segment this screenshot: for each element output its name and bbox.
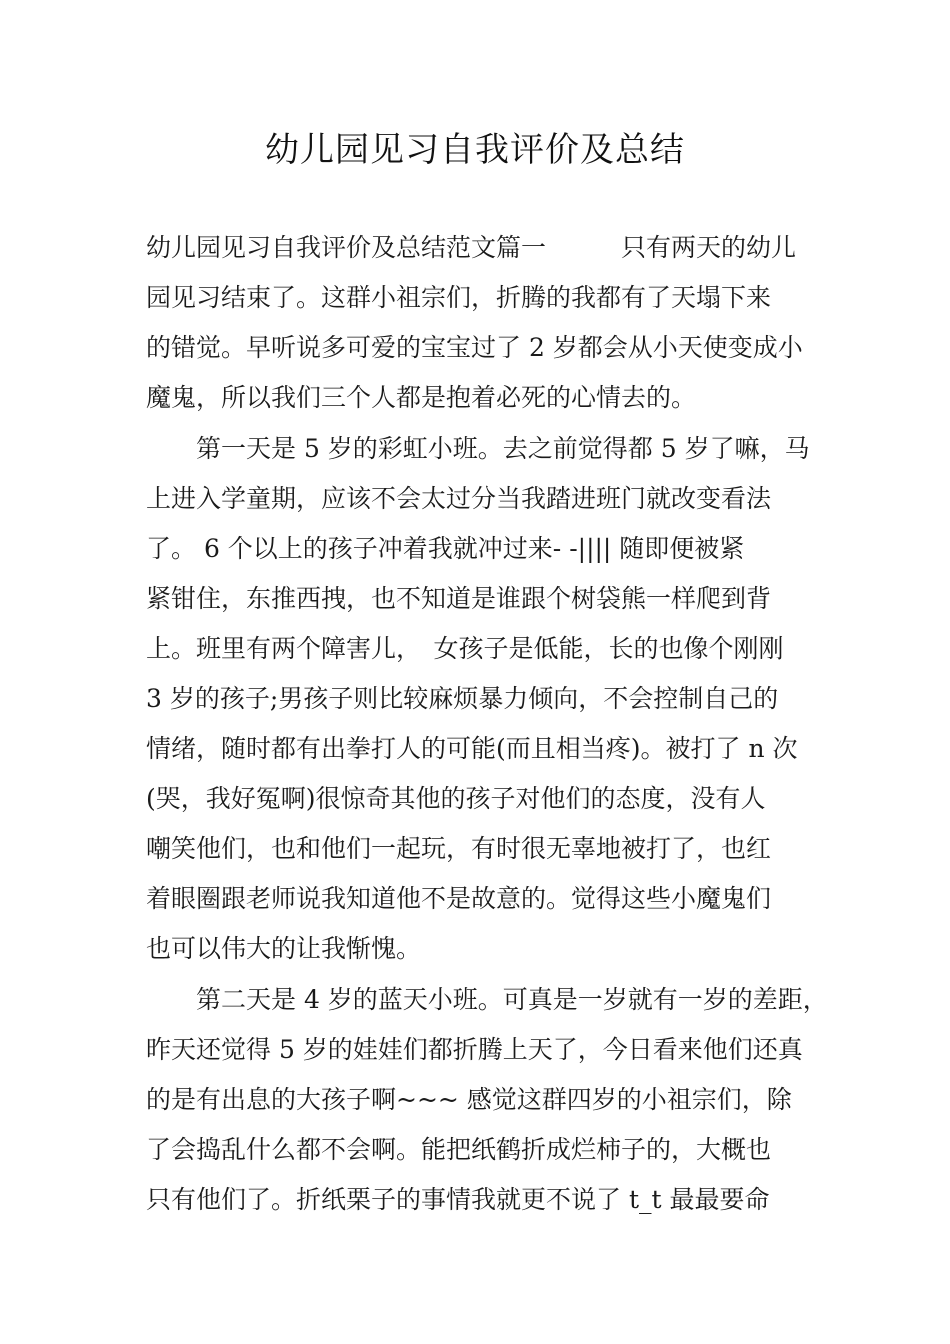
body-line: 上。班里有两个障害儿， 女孩子是低能，长的也像个刚刚	[146, 634, 784, 663]
body-line: 园见习结束了。这群小祖宗们，折腾的我都有了天塌下来	[146, 283, 772, 312]
body-line: 的是有出息的大孩子啊~~~ 感觉这群四岁的小祖宗们，除	[146, 1085, 792, 1114]
body-line: 第一天是 5 岁的彩虹小班。去之前觉得都 5 岁了嘛，马	[146, 434, 810, 463]
body-line: 情绪，随时都有出拳打人的可能(而且相当疼)。被打了 n 次	[146, 734, 798, 763]
body-line: 着眼圈跟老师说我知道他不是故意的。觉得这些小魔鬼们	[146, 884, 772, 913]
body-line: 紧钳住，东推西拽，也不知道是谁跟个树袋熊一样爬到背	[146, 584, 772, 613]
document-title: 幼儿园见习自我评价及总结	[265, 130, 685, 170]
body-line: 上进入学童期，应该不会太过分当我踏进班门就改变看法	[146, 484, 772, 513]
body-line: 的错觉。早听说多可爱的宝宝过了 2 岁都会从小天使变成小	[146, 333, 803, 362]
body-line: 了会捣乱什么都不会啊。能把纸鹤折成烂柿子的，大概也	[146, 1135, 772, 1164]
body-line: 幼儿园见习自我评价及总结范文篇一 只有两天的幼儿	[146, 233, 797, 262]
body-line: 也可以伟大的让我惭愧。	[146, 934, 422, 963]
body-line: 嘲笑他们，也和他们一起玩，有时很无辜地被打了，也红	[146, 834, 772, 863]
body-line: 魔鬼，所以我们三个人都是抱着必死的心情去的。	[146, 383, 697, 412]
body-line: 3 岁的孩子;男孩子则比较麻烦暴力倾向，不会控制自己的	[146, 684, 779, 713]
body-line: 只有他们了。折纸栗子的事情我就更不说了 t_t 最最要命	[146, 1185, 770, 1214]
body-line: 第二天是 4 岁的蓝天小班。可真是一岁就有一岁的差距，	[146, 985, 828, 1014]
body-line: 昨天还觉得 5 岁的娃娃们都折腾上天了，今日看来他们还真	[146, 1035, 803, 1064]
body-line: (哭，我好冤啊)很惊奇其他的孩子对他们的态度，没有人	[146, 784, 766, 813]
body-line: 了。 6 个以上的孩子冲着我就冲过来- -|||| 随即便被紧	[146, 534, 745, 563]
